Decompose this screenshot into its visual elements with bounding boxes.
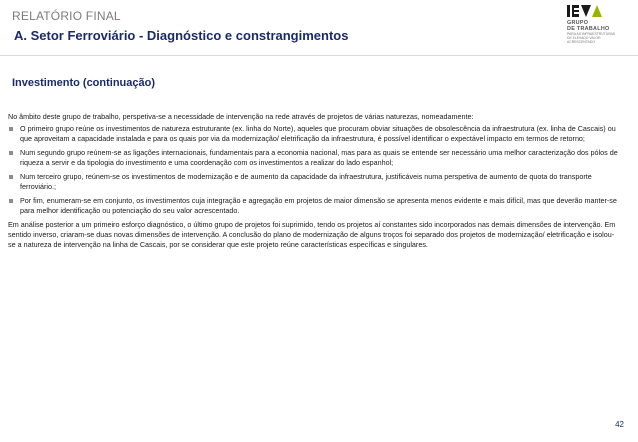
square-bullet-icon xyxy=(9,127,13,131)
ieva-logo xyxy=(567,5,633,51)
page-number: 42 xyxy=(615,420,624,429)
square-bullet-icon xyxy=(9,199,13,203)
list-item xyxy=(8,148,620,168)
section-title: Investimento (continuação) xyxy=(12,77,156,89)
logo-sub-1: PARA AS INFRAESTRUTURAS xyxy=(567,32,616,36)
list-item xyxy=(8,196,620,216)
bullet-list xyxy=(8,124,620,216)
intro-paragraph: No âmbito deste grupo de trabalho, perspetiva-se a necessidade de intervenção na rede através de projetos de várias naturezas, nomeadamente: xyxy=(8,112,474,121)
logo-sub-3: ACRESCENTADO xyxy=(567,40,596,44)
list-item-text: Por fim, enumeram-se em conjunto, os investimentos cuja integração e agregação em projetos de maior dimensão se apresenta menos evidente e mais difícil, mas que deverão manter-se para melhor identificação ou potenciação do seu valor acrescentado. xyxy=(20,196,617,215)
square-bullet-icon xyxy=(9,175,13,179)
logo-sub-2: DE ELEVADO VALOR xyxy=(567,36,601,40)
list-item-text: O primeiro grupo reúne os investimentos de natureza estruturante (ex. linha do Norte), aqueles que procuram obviar situações de obsolescência da infraestrutura (ex. linha de Cascais) ou que aproveitam a capacidade instalada e para os quais por via da modernização/ eletrificação da infraestrutura, é possível identificar o expectável impacto em termos de retorno; xyxy=(20,124,616,143)
list-item-text: Num terceiro grupo, reúnem-se os investimentos de modernização e de aumento da capacidade da infraestrutura, justificáveis numa perspetiva de aumento de quota do transporte ferroviário.; xyxy=(20,172,592,191)
closing-paragraph: Em análise posterior a um primeiro esforço diagnóstico, o último grupo de projetos foi suprimido, tendo os projetos aí constantes sido incorporados nas demais dimensões de intervenção. Em sentido inverso, criaram-se duas novas dimensões de intervenção. A conclusão do plano de modernização de alguns troços foi separado dos projetos de modernização/ eletrificação e isolou-se a natureza de intervenção na linha de Cascais, por se considerar que este projeto reúne características específicas e singulares. xyxy=(8,220,616,249)
list-item xyxy=(8,124,620,144)
logo-line-1: GRUPO xyxy=(567,20,589,26)
slide-header xyxy=(0,0,638,52)
list-item-text: Num segundo grupo reúnem-se as ligações internacionais, fundamentais para a economia nacional, mas para as quais se entende ser necessário uma melhor caracterização dos pólos de riqueza a servir e da tipologia do investimento e uma coordenação com os investimentos a realizar do lado espanhol; xyxy=(20,148,618,167)
list-item xyxy=(8,172,620,192)
body-content xyxy=(8,112,620,252)
logo-line-2: DE TRABALHO xyxy=(567,26,610,32)
slide-title: A. Setor Ferroviário - Diagnóstico e constrangimentos xyxy=(14,28,349,43)
square-bullet-icon xyxy=(9,151,13,155)
header-divider xyxy=(0,55,638,56)
report-kicker: RELATÓRIO FINAL xyxy=(12,9,121,23)
